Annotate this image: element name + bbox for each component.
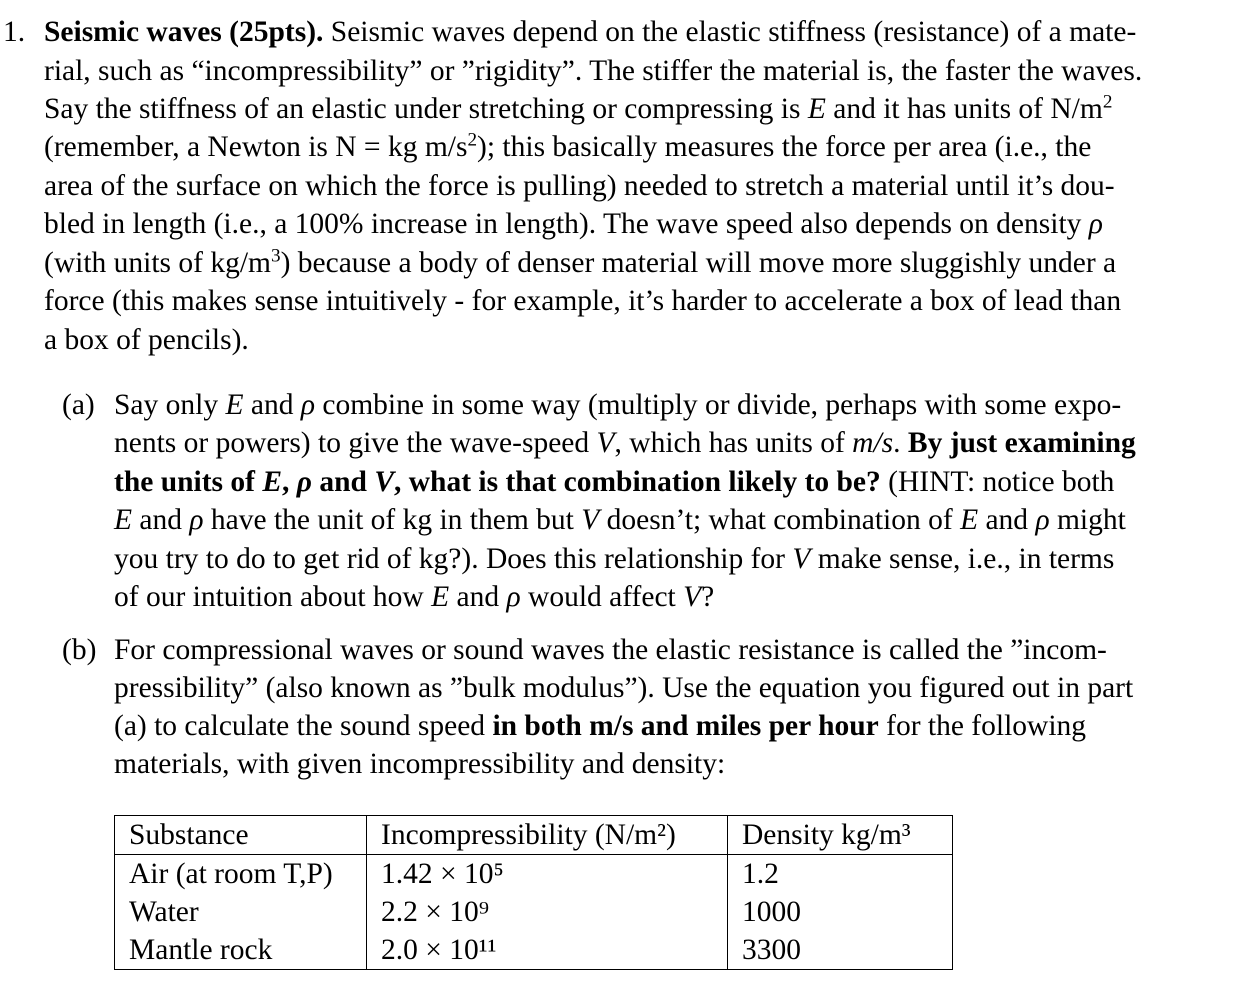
table-row xyxy=(115,931,953,970)
part-b-label: (b) xyxy=(62,634,97,666)
part-b-line-1: For compressional waves or sound waves the elastic resistance is called the ”incom- xyxy=(114,634,1107,666)
problem-line-3: Say the stiffness of an elastic under stretching or compressing is E and it has units of $N/m^2$ xyxy=(44,91,1113,125)
part-a-line-2: nents or powers) to give the wave-speed V, which has units of m/s. By just examining xyxy=(114,427,1136,459)
problem-line-6: bled in length (i.e., a 100% increase in length). The wave speed also depends on density ρ xyxy=(44,208,1103,240)
table-cell: 1.2 xyxy=(742,858,779,890)
table-row xyxy=(115,855,953,894)
table-header-row xyxy=(115,816,953,855)
table-cell: Mantle rock xyxy=(129,934,273,966)
problem-title: Seismic waves (25pts). xyxy=(44,16,324,48)
table-cell: 1.42 × 10⁵ xyxy=(367,855,728,894)
problem-line-7: (with units of $kg/m^3$) because a body of denser material will move more sluggishly under a xyxy=(44,245,1117,279)
part-a-line-4: E and ρ have the unit of kg in them but V doesn’t; what combination of E and ρ might xyxy=(114,504,1126,536)
part-b-line-2: pressibility” (also known as ”bulk modulus”). Use the equation you figured out in part xyxy=(114,672,1134,704)
part-a-line-6: of our intuition about how E and ρ would affect V? xyxy=(114,581,715,613)
materials-table xyxy=(114,815,953,970)
table-cell: 2.0 × 10¹¹ xyxy=(367,931,728,970)
table-cell: Air (at room T,P) xyxy=(129,858,333,890)
problem-line-8: force (this makes sense intuitively - for example, it’s harder to accelerate a box of lead than xyxy=(44,285,1122,317)
table-cell: 1000 xyxy=(742,896,801,928)
part-a-label: (a) xyxy=(62,389,95,421)
problem-line-1 xyxy=(44,13,1136,51)
table-cell: 3300 xyxy=(742,934,801,966)
table-cell: Water xyxy=(129,896,199,928)
part-a-line-1: Say only E and ρ combine in some way (multiply or divide, perhaps with some expo- xyxy=(114,389,1122,421)
problem-intro: Seismic waves depend on the elastic stiffness (resistance) of a mate- xyxy=(330,16,1137,48)
problem-line-4: (remember, a Newton is N = kg $m/s^2$); this basically measures the force per area (i.e., the xyxy=(44,129,1092,163)
problem-line-5: area of the surface on which the force is pulling) needed to stretch a material until it’s dou- xyxy=(44,170,1115,202)
part-b-line-3: (a) to calculate the sound speed in both m/s and miles per hour for the following xyxy=(114,710,1087,742)
table-row xyxy=(115,893,953,931)
table-header-cell: Incompressibility (N/m²) xyxy=(367,816,728,855)
problem-line-9: a box of pencils). xyxy=(44,324,249,356)
part-b-line-4: materials, with given incompressibility and density: xyxy=(114,748,726,780)
part-a-line-5: you try to do to get rid of kg?). Does this relationship for V make sense, i.e., in terms xyxy=(114,543,1115,575)
table-header-cell: Density kg/m³ xyxy=(728,816,953,855)
problem-line-2: rial, such as “incompressibility” or ”rigidity”. The stiffer the material is, the faster the waves. xyxy=(44,55,1143,87)
table-cell: 2.2 × 10⁹ xyxy=(367,893,728,931)
problem-number: 1. xyxy=(3,16,26,48)
part-a-line-3: the units of E, ρ and V, what is that combination likely to be? (HINT: notice both xyxy=(114,466,1115,498)
table-header-cell: Substance xyxy=(115,816,367,855)
